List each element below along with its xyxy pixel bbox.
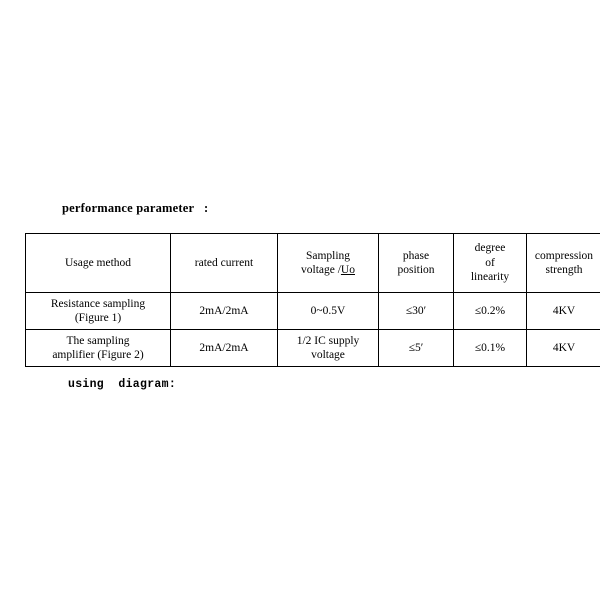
header-sampling-voltage	[278, 234, 379, 293]
cell-sampling-voltage: 0~0.5V	[278, 293, 379, 330]
cell-sampling-voltage-line2: voltage	[311, 349, 345, 361]
performance-parameter-table	[25, 233, 600, 367]
header-linearity-line3: linearity	[470, 271, 510, 284]
cell-degree-of-linearity: ≤0.1%	[454, 330, 527, 367]
header-linearity-line2: of	[485, 256, 495, 269]
header-sampling-voltage-line2	[280, 263, 376, 277]
cell-degree-of-linearity: ≤0.2%	[454, 293, 527, 330]
page-heading: performance parameter :	[62, 201, 209, 215]
header-phase-position	[379, 234, 454, 293]
header-compression-line2: strength	[545, 264, 583, 276]
header-phase-position-line1: phase	[402, 249, 430, 262]
cell-usage-method	[26, 293, 171, 330]
header-rated-current: rated current	[171, 234, 278, 293]
header-usage-method: Usage method	[26, 234, 171, 293]
table-row	[26, 293, 600, 330]
cell-compression-strength: 4KV	[527, 330, 600, 367]
header-degree-of-linearity	[454, 234, 527, 293]
cell-compression-strength: 4KV	[527, 293, 600, 330]
cell-phase-position: ≤30′	[379, 293, 454, 330]
header-compression-strength	[527, 234, 600, 293]
header-compression-line1: compression	[534, 249, 594, 262]
table-header-row	[26, 234, 600, 293]
header-sampling-voltage-symbol: Uo	[340, 264, 355, 276]
cell-phase-position: ≤5′	[379, 330, 454, 367]
header-sampling-voltage-prefix: voltage /	[301, 264, 341, 276]
cell-usage-method-line1: The sampling	[66, 334, 130, 347]
header-phase-position-line2: position	[397, 264, 435, 276]
table-row	[26, 330, 600, 367]
cell-usage-method-line2: (Figure 1)	[74, 312, 122, 324]
using-diagram-caption: using diagram:	[68, 378, 177, 391]
cell-rated-current: 2mA/2mA	[171, 330, 278, 367]
cell-usage-method-line1: Resistance sampling	[50, 297, 146, 310]
header-linearity-line1: degree	[474, 242, 506, 255]
header-sampling-voltage-line1: Sampling	[305, 249, 351, 262]
cell-usage-method	[26, 330, 171, 367]
cell-sampling-voltage-line1: 1/2 IC supply	[296, 334, 360, 347]
cell-usage-method-line2: amplifier (Figure 2)	[52, 349, 144, 361]
cell-rated-current: 2mA/2mA	[171, 293, 278, 330]
cell-sampling-voltage	[278, 330, 379, 367]
